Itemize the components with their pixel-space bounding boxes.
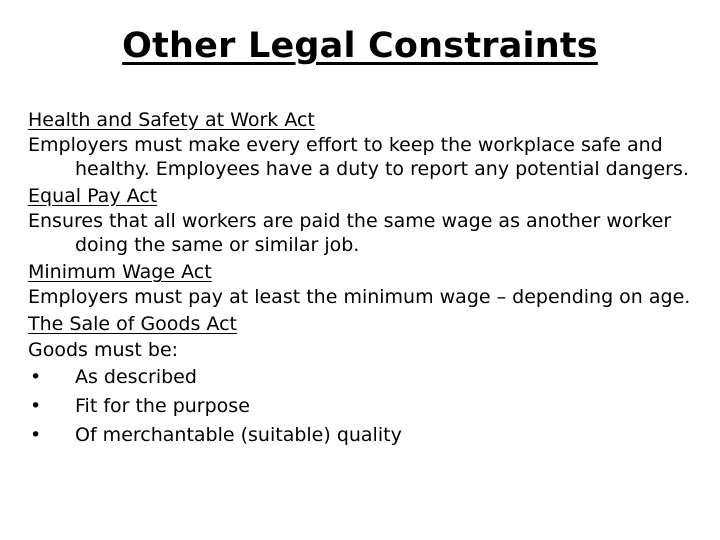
section-text-equal-pay: Ensures that all workers are paid the same wage as another worker doing the same or similar job. — [28, 210, 672, 256]
slide-body — [28, 107, 698, 450]
bullet-text: Of merchantable (suitable) quality — [75, 424, 402, 446]
section-text-minimum-wage: Employers must pay at least the minimum wage – depending on age. — [28, 286, 691, 308]
bullet-icon: • — [30, 366, 42, 388]
bullet-icon: • — [30, 395, 42, 417]
bullet-text: Fit for the purpose — [75, 395, 250, 417]
section-text-sale-of-goods: Goods must be: — [28, 339, 179, 361]
bullet-item — [28, 392, 698, 421]
section-text-health-safety: Employers must make every effort to keep the workplace safe and healthy. Employees have a duty to report any potential dangers. — [28, 134, 689, 180]
section-heading-minimum-wage: Minimum Wage Act — [28, 261, 212, 283]
section-heading-sale-of-goods: The Sale of Goods Act — [28, 313, 237, 335]
bullet-item — [28, 363, 698, 392]
bullet-item — [28, 421, 698, 450]
section-heading-health-safety: Health and Safety at Work Act — [28, 109, 315, 131]
bullet-text: As described — [75, 366, 197, 388]
slide-title: Other Legal Constraints — [122, 26, 598, 66]
bullet-icon: • — [30, 424, 42, 446]
section-heading-equal-pay: Equal Pay Act — [28, 185, 158, 207]
